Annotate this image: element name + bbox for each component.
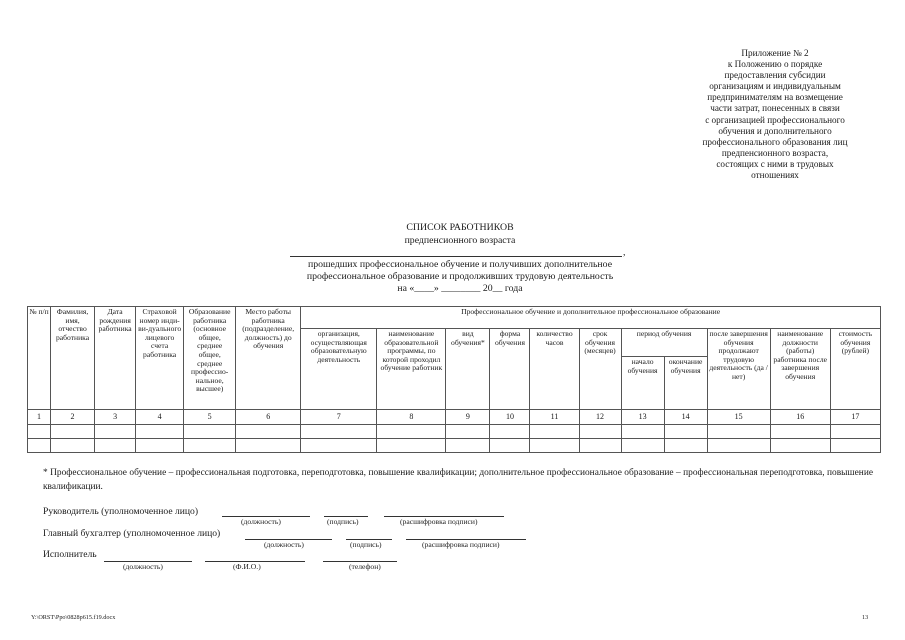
accountant-decode-caption: (расшифровка подписи): [422, 540, 500, 549]
column-number: 9: [446, 410, 490, 425]
header-group-cell: Профессиональное обучение и дополнительное профессиональное образование: [301, 307, 881, 329]
blank-comma: ,: [623, 247, 626, 258]
appendix-line: предоставления субсидии: [724, 70, 826, 81]
header-cell: период обучения: [621, 329, 707, 357]
column-number: 15: [707, 410, 770, 425]
organization-blank-line: [290, 256, 622, 257]
column-number: 16: [770, 410, 830, 425]
header-cell: Фамилия, имя, отчество работника: [51, 307, 95, 410]
title-line-4: профессиональное образование и продолживших трудовую деятельность: [306, 271, 614, 282]
header-cell: наименование образовательной программы, по которой проходил обучение работник: [377, 329, 446, 410]
column-number: 5: [184, 410, 236, 425]
column-number: 17: [830, 410, 880, 425]
document-title: СПИСОК РАБОТНИКОВ: [406, 222, 514, 233]
appendix-line: предпринимателям на возмещение: [707, 92, 843, 103]
date-line: на «____» ________ 20__ года: [397, 283, 523, 294]
column-number: 2: [51, 410, 95, 425]
executor-label: Исполнитель: [43, 549, 97, 560]
empty-table-row: [28, 425, 881, 439]
column-number: 3: [95, 410, 136, 425]
column-number: 14: [664, 410, 707, 425]
header-cell: организация, осуществляющая образовательную деятельность: [301, 329, 377, 410]
executor-phone-caption: (телефон): [349, 562, 381, 571]
appendix-line: состоящих с ними в трудовых: [716, 158, 834, 169]
header-cell: вид обучения*: [446, 329, 490, 410]
column-number: 8: [377, 410, 446, 425]
executor-name-caption: (Ф.И.О.): [233, 562, 261, 571]
header-cell: Место работы работника (подразделение, должность) до обучения: [236, 307, 301, 410]
header-cell: начало обучения: [621, 357, 664, 410]
executor-position-caption: (должность): [123, 562, 163, 571]
employees-table: [27, 306, 881, 453]
accountant-signature-label: Главный бухгалтер (уполномоченное лицо): [43, 528, 221, 539]
appendix-line: части затрат, понесенных в связи: [710, 103, 840, 114]
header-cell: количество часов: [530, 329, 579, 410]
column-number: 1: [28, 410, 51, 425]
header-cell: № п/п: [28, 307, 51, 410]
document-subtitle: предпенсионного возраста: [404, 235, 516, 246]
head-sign-caption: (подпись): [327, 517, 359, 526]
header-cell: Страховой номер инди-ви-дуального лицевого счета работника: [136, 307, 184, 410]
appendix-line: отношениях: [751, 170, 799, 181]
appendix-line: Приложение № 2: [741, 48, 809, 58]
column-number: 12: [579, 410, 621, 425]
header-cell: стоимость обучения (рублей): [830, 329, 880, 410]
column-number: 13: [621, 410, 664, 425]
head-signature-label: Руководитель (уполномоченное лицо): [43, 506, 199, 517]
column-number: 4: [136, 410, 184, 425]
header-cell: Образование работника (основное общее, среднее общее, среднее профессио-нальное, высшее): [184, 307, 236, 410]
appendix-line: обучения и дополнительного: [718, 125, 832, 136]
column-number: 10: [490, 410, 530, 425]
header-cell: форма обучения: [490, 329, 530, 410]
appendix-line: организациям и индивидуальным: [709, 81, 841, 92]
appendix-line: с организацией профессионального: [705, 114, 845, 125]
header-cell: наименование должности (работы) работника после завершения обучения: [770, 329, 830, 410]
header-cell: после завершения обучения продолжают трудовую деятельность (да / нет): [707, 329, 770, 410]
column-number: 7: [301, 410, 377, 425]
page-number: 13: [862, 614, 869, 621]
header-cell: окончание обучения: [664, 357, 707, 410]
column-number: 11: [530, 410, 579, 425]
title-line-3: прошедших профессиональное обучение и получивших дополнительное: [307, 259, 613, 270]
head-decode-caption: (расшифровка подписи): [400, 517, 478, 526]
empty-table-row: [28, 439, 881, 453]
header-cell: срок обучения (месяцев): [579, 329, 621, 410]
head-position-caption: (должность): [241, 517, 281, 526]
header-cell: Дата рождения работника: [95, 307, 136, 410]
appendix-block: [680, 48, 870, 181]
file-path: Y:\ORST\Ppo\0828p615.f19.docx: [31, 614, 116, 621]
appendix-line: профессионального образования лиц: [702, 136, 848, 147]
accountant-sign-caption: (подпись): [350, 540, 382, 549]
accountant-position-caption: (должность): [264, 540, 304, 549]
column-number: 6: [236, 410, 301, 425]
appendix-line: предпенсионного возраста,: [721, 147, 829, 158]
footnote: * Профессиональное обучение – профессиональная подготовка, переподготовка, повышение квалификации; дополнительное профессиональное образование – профессиональная переподготовка, повышение квалификации.: [43, 468, 873, 492]
appendix-line: к Положению о порядке: [727, 59, 823, 70]
